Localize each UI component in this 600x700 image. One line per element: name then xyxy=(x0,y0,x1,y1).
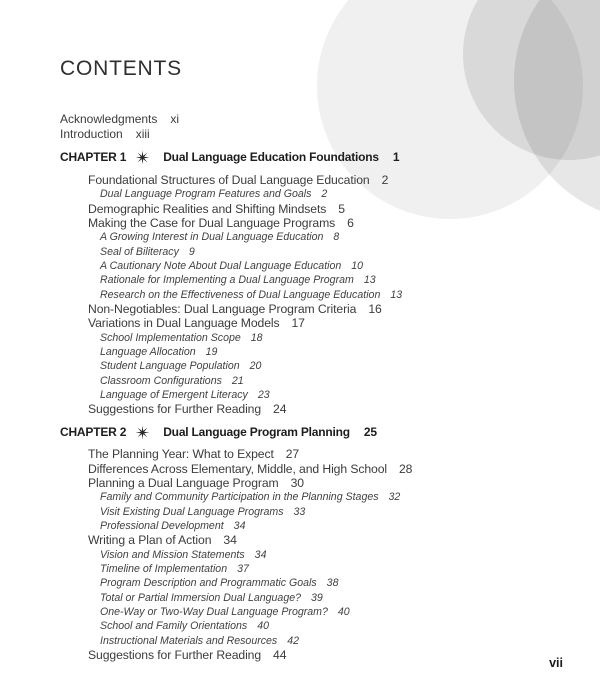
entry-label: Total or Partial Immersion Dual Language? xyxy=(100,591,302,604)
entry-label: The Planning Year: What to Expect xyxy=(88,447,274,462)
front-matter-label: Introduction xyxy=(60,127,123,142)
chapter-title: Dual Language Program Planning xyxy=(163,424,350,439)
toc-entry xyxy=(60,591,560,605)
toc-entry xyxy=(60,505,560,519)
entry-page: 34 xyxy=(254,548,267,561)
toc-entry xyxy=(60,359,560,373)
entry-page: 38 xyxy=(326,577,339,590)
entry-page: 17 xyxy=(291,316,305,331)
entry-page: 34 xyxy=(223,533,237,548)
toc-entry xyxy=(60,345,560,359)
chapter-kicker: CHAPTER 2 xyxy=(60,424,127,439)
chapter-kicker: CHAPTER 1 xyxy=(60,150,127,165)
entry-page: 40 xyxy=(257,620,270,633)
toc-entry xyxy=(60,519,560,533)
toc-entry xyxy=(60,230,560,244)
toc-entry xyxy=(60,562,560,576)
entry-label: Program Description and Programmatic Goals xyxy=(100,577,317,590)
entry-label: Making the Case for Dual Language Programs xyxy=(88,215,336,230)
chapter-list xyxy=(60,150,560,662)
entry-page: 33 xyxy=(293,505,306,518)
entry-label: Dual Language Program Features and Goals xyxy=(100,188,312,201)
toc-entry xyxy=(60,462,560,476)
entry-page: 40 xyxy=(337,606,350,619)
toc-entry xyxy=(60,259,560,273)
entry-page: 20 xyxy=(249,360,262,373)
toc-entry xyxy=(60,374,560,388)
toc-entry xyxy=(60,605,560,619)
entry-label: Non-Negotiables: Dual Language Program Criteria xyxy=(88,302,357,316)
entry-label: Writing a Plan of Action xyxy=(88,533,212,548)
chapter-star-icon xyxy=(135,150,150,165)
front-matter-page: xi xyxy=(170,112,180,126)
entry-label: Foundational Structures of Dual Language Education xyxy=(88,172,370,187)
front-matter-page: xiii xyxy=(135,127,150,142)
entry-page: 13 xyxy=(363,274,376,287)
entry-label: Planning a Dual Language Program xyxy=(88,475,279,490)
entry-label: Language Allocation xyxy=(100,346,196,359)
entry-label: School and Family Orientations xyxy=(100,620,248,633)
entry-list xyxy=(60,447,560,662)
chapter-section xyxy=(60,425,560,663)
front-matter-label: Acknowledgments xyxy=(60,112,158,126)
entry-list xyxy=(60,173,560,417)
entry-label: Demographic Realities and Shifting Mindsets xyxy=(88,201,327,216)
toc-entry xyxy=(60,619,560,633)
front-matter-item xyxy=(60,127,560,142)
entry-page: 44 xyxy=(273,648,287,663)
toc-entry xyxy=(60,490,560,504)
entry-page: 42 xyxy=(287,634,300,647)
entry-page: 9 xyxy=(188,245,195,258)
chapter-page: 1 xyxy=(392,150,400,165)
entry-page: 2 xyxy=(381,172,389,187)
entry-label: Language of Emergent Literacy xyxy=(100,389,248,402)
chapter-header xyxy=(60,425,560,440)
page-number-folio: vii xyxy=(549,656,563,670)
entry-label: Visit Existing Dual Language Programs xyxy=(100,505,284,518)
chapter-title: Dual Language Education Foundations xyxy=(163,150,379,165)
entry-label: One-Way or Two-Way Dual Language Program? xyxy=(100,606,328,619)
entry-page: 18 xyxy=(250,331,263,344)
entry-page: 37 xyxy=(237,563,249,575)
entry-label: Student Language Population xyxy=(100,360,240,373)
entry-page: 30 xyxy=(290,475,304,490)
entry-page: 39 xyxy=(311,591,323,604)
chapter-header xyxy=(60,150,560,165)
entry-label: Professional Development xyxy=(100,519,224,532)
entry-label: A Cautionary Note About Dual Language Education xyxy=(100,259,342,272)
entry-label: Seal of Biliteracy xyxy=(100,245,179,258)
entry-page: 27 xyxy=(285,447,300,462)
entry-page: 19 xyxy=(205,346,218,359)
chapter-star-icon xyxy=(135,425,150,440)
toc-entry xyxy=(60,476,560,490)
front-matter-list xyxy=(60,112,560,142)
entry-page: 24 xyxy=(273,402,287,417)
entry-label: Timeline of Implementation xyxy=(100,563,228,575)
chapter-section xyxy=(60,150,560,416)
toc-entry xyxy=(60,648,560,662)
entry-label: Instructional Materials and Resources xyxy=(100,634,278,647)
toc-entry xyxy=(60,245,560,259)
entry-page: 2 xyxy=(321,188,328,201)
toc-entry xyxy=(60,533,560,547)
toc-entry xyxy=(60,216,560,230)
entry-page: 13 xyxy=(390,288,403,301)
front-matter-item xyxy=(60,112,560,127)
entry-page: 8 xyxy=(333,231,340,244)
entry-label: School Implementation Scope xyxy=(100,331,241,344)
toc-entry xyxy=(60,548,560,562)
toc-entry xyxy=(60,402,560,416)
entry-label: Classroom Configurations xyxy=(100,374,222,387)
entry-label: Family and Community Participation in the Planning Stages xyxy=(100,491,379,504)
toc-entry xyxy=(60,388,560,402)
entry-label: Rationale for Implementing a Dual Language Program xyxy=(100,274,354,287)
entry-label: Variations in Dual Language Models xyxy=(88,316,280,331)
toc-entry xyxy=(60,202,560,216)
chapter-page: 25 xyxy=(363,424,377,439)
entry-page: 5 xyxy=(338,201,345,216)
entry-page: 10 xyxy=(351,259,364,272)
entry-page: 21 xyxy=(231,374,244,387)
toc-entry xyxy=(60,187,560,201)
toc-entry xyxy=(60,302,560,316)
entry-label: Research on the Effectiveness of Dual Language Education xyxy=(100,288,381,301)
entry-label: Suggestions for Further Reading xyxy=(88,648,262,663)
entry-label: Suggestions for Further Reading xyxy=(88,402,262,417)
entry-page: 6 xyxy=(347,215,354,230)
page-title: CONTENTS xyxy=(60,57,182,80)
entry-label: A Growing Interest in Dual Language Education xyxy=(100,231,324,244)
toc-entry xyxy=(60,316,560,330)
toc-entry xyxy=(60,273,560,287)
entry-label: Differences Across Elementary, Middle, and High School xyxy=(88,461,387,476)
entry-page: 28 xyxy=(398,461,413,476)
toc-entry xyxy=(60,447,560,461)
entry-label: Vision and Mission Statements xyxy=(100,548,245,561)
toc-entry xyxy=(60,576,560,590)
toc-entry xyxy=(60,288,560,302)
toc-entry xyxy=(60,173,560,187)
toc-entry xyxy=(60,634,560,648)
entry-page: 32 xyxy=(388,491,401,504)
toc-entry xyxy=(60,331,560,345)
entry-page: 16 xyxy=(368,302,382,316)
entry-page: 23 xyxy=(257,389,270,402)
entry-page: 34 xyxy=(233,519,246,532)
